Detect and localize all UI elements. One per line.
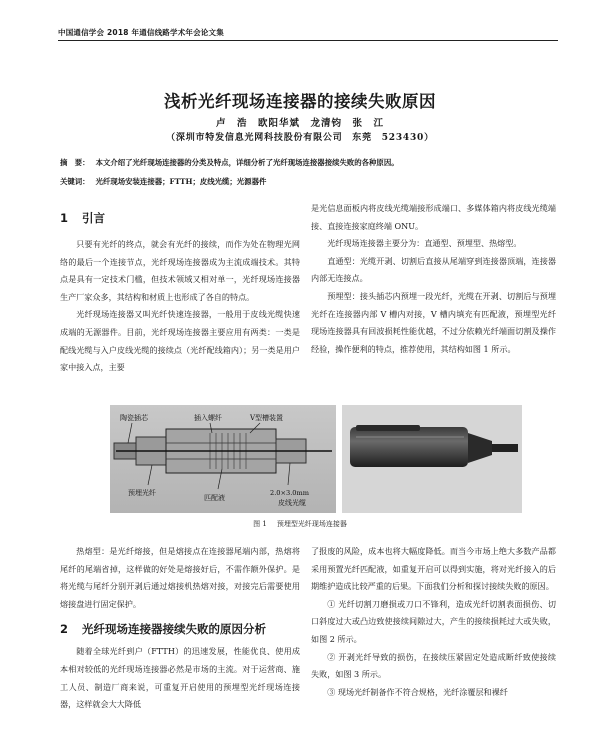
paragraph: 光纤现场连接器又叫光纤快速连接器，一般用于皮线光缆快速成端的无源器件。目前，光纤现场连接器主要应用有两类：一类是配线光缆与入户皮线光缆的接续点（光纤配线箱内）；另一类是用户家中接入点，主要 bbox=[60, 309, 300, 373]
section-1-number: 1 bbox=[60, 211, 69, 225]
keywords-text: 光纤现场安装连接器；FTTH；皮线光缆；光源器件 bbox=[95, 177, 267, 186]
paragraph: ③ 现场光纤制备作不符合规格，光纤涂覆层和裸纤 bbox=[327, 686, 508, 697]
paragraph: 光纤现场连接器主要分为：直通型、预埋型、热熔型。 bbox=[327, 238, 522, 249]
paragraph: ② 开剥光纤导致的损伤，在接续压紧固定处造成断纤致使接续失败，如图 3 所示。 bbox=[311, 651, 556, 680]
label-v-groove: V型槽装置 bbox=[250, 414, 284, 422]
figure-1-caption-number: 图 1 bbox=[253, 520, 267, 528]
left-column-upper bbox=[60, 210, 300, 377]
paragraph: 直通型：光缆开剥、切割后直接从尾端穿到连接器顶端，连接器内部无连接点。 bbox=[311, 255, 556, 284]
paragraph: 了报废的风险，成本也将大幅度降低。而当今市场上绝大多数产品都采用预置光纤匹配液，如重复开启可以得到实施，将对光纤接入的后期维护造成比较严重的后果。下面我们分析和探讨接续失败的原因。 bbox=[311, 546, 556, 592]
paragraph: 热熔型：是光纤熔接，但是熔接点在连接器尾端内部，热熔将尾纤的尾端省掉，这样做的好处是熔接好后，不需作额外保护。是将光缆与尾纤分别开剥后通过熔接机热熔对接，对接完后需要使用熔接盘进行固定保护。 bbox=[60, 546, 300, 609]
figure-1-graphic bbox=[110, 405, 522, 513]
paragraph: 预埋型：接头插芯内预埋一段光纤，光缆在开剥、切割后与预埋光纤在连接器内部 V 槽内对接，V 槽内填充有匹配液，预埋型光纤现场连接器具有回波损耗性能优越，不过分依赖光纤端面切割及操作经验，操作便利的特点，推荐使用，其结构如图 1 所示。 bbox=[311, 290, 556, 354]
header-rule bbox=[58, 40, 558, 41]
figure-1 bbox=[110, 405, 522, 513]
section-2-heading bbox=[60, 621, 300, 637]
abstract-label: 摘 要： bbox=[60, 158, 90, 167]
paragraph: 只要有光纤的终点，就会有光纤的接续，而作为处在物理光网络的最后一个连接节点，光纤现场连接器成为主流成端技术。其特点是具有一定技术门槛，但技术领域又相对单一，光纤现场连接器生产厂家众多，其结构和材质上也形成了各自的特点。 bbox=[60, 239, 300, 302]
section-2-title: 光纤现场连接器接续失败的原因分析 bbox=[82, 622, 267, 637]
paragraph: ① 光纤切割刀磨损或刀口不锋利，造成光纤切割表面损伤、切口斜度过大或凸边致使接续间隙过大，产生的接续损耗过大或失败，如图 2 所示。 bbox=[311, 598, 556, 644]
keywords bbox=[60, 176, 558, 188]
keywords-label: 关键词： bbox=[60, 177, 90, 186]
figure-1-caption bbox=[0, 519, 600, 529]
connector-photo-body bbox=[350, 427, 468, 467]
paper-title: 浅析光纤现场连接器的接续失败原因 bbox=[164, 92, 436, 111]
affiliation: （深圳市特发信息光网科技股份有限公司 东莞 523430） bbox=[166, 133, 434, 143]
section-1-title: 引言 bbox=[82, 211, 106, 225]
running-header: 中国通信学会 2018 年通信线路学术年会论文集 bbox=[58, 28, 224, 37]
right-column-upper bbox=[311, 200, 556, 358]
abstract-text: 本文介绍了光纤现场连接器的分类及特点，详细分析了光纤现场连接器接续失败的各种原因。 bbox=[95, 158, 399, 167]
abstract bbox=[60, 157, 558, 169]
label-embedded-fiber-top: 插入螺纤 bbox=[194, 414, 222, 422]
section-1-heading bbox=[60, 210, 300, 226]
paragraph: 随着全球光纤到户（FTTH）的迅速发展，性能优良、使用成本相对较低的光纤现场连接器必然是市场的主流。对于运营商、施工人员、制造厂商来说，可重复开启使用的预埋型光纤现场连接器，这样就会大大降低 bbox=[60, 646, 300, 710]
label-embedded-fiber: 预埋光纤 bbox=[128, 489, 156, 497]
connector-photo-latch bbox=[356, 425, 420, 431]
left-column-lower bbox=[60, 543, 300, 714]
connector-photo-cable bbox=[492, 444, 518, 452]
label-cable-name: 皮线光缆 bbox=[278, 499, 306, 507]
figure-1-caption-text: 预埋型光纤现场连接器 bbox=[276, 520, 347, 528]
label-ceramic-ferrule: 陶瓷插芯 bbox=[120, 414, 148, 422]
author-list: 卢 浩 欧阳华斌 龙清钧 张 江 bbox=[215, 118, 384, 129]
section-2-number: 2 bbox=[60, 622, 69, 637]
paragraph: 是光信息面板内将皮线光缆端接形成端口、多媒体箱内将皮线光缆端接、直接连接家庭终端 ONU。 bbox=[311, 203, 556, 231]
label-cable-size: 2.0×3.0mm bbox=[270, 489, 310, 497]
right-column-lower bbox=[311, 543, 556, 701]
label-matching-fluid: 匹配液 bbox=[204, 494, 225, 502]
